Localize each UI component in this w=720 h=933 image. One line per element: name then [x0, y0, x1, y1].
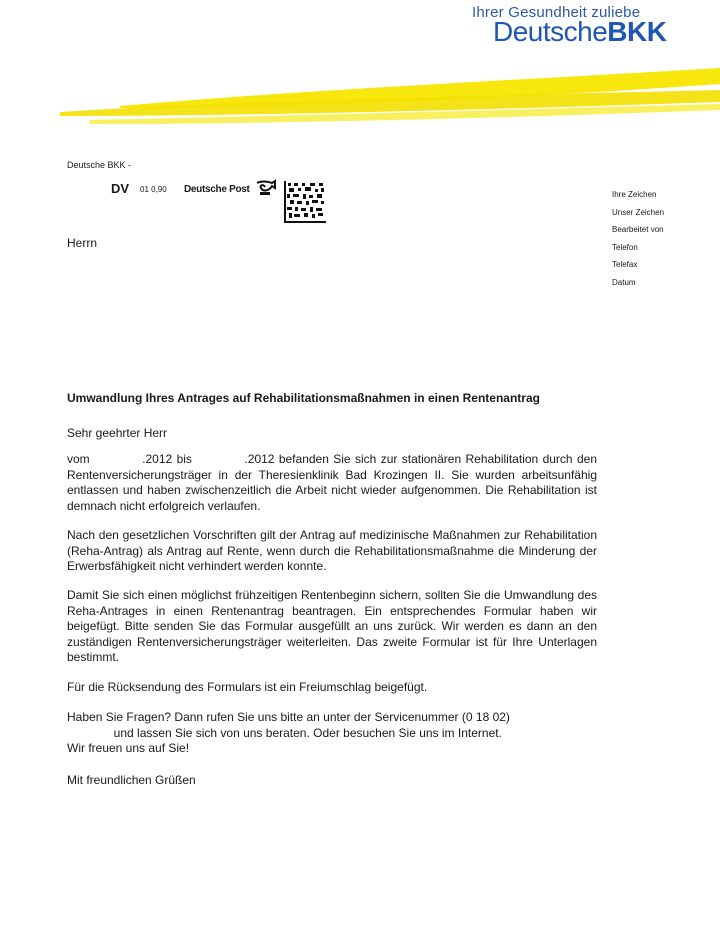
meta-field-bearbeitet-von: Bearbeitet von [612, 225, 664, 234]
yellow-swoosh-graphic [0, 50, 720, 140]
deutsche-post-label: Deutsche Post [184, 184, 250, 195]
meta-field-unser-zeichen: Unser Zeichen [612, 207, 665, 217]
letter-meta-fields [612, 186, 664, 291]
paragraph-5 [67, 710, 597, 757]
logo-brand-regular: Deutsche [493, 16, 608, 47]
paragraph-5-line-1: Haben Sie Fragen? Dann rufen Sie uns bitte an unter der Servicenummer (0 18 02) [67, 710, 510, 724]
paragraph-5-line-3: Wir freuen uns auf Sie! [67, 741, 190, 755]
paragraph-1 [67, 452, 601, 514]
meta-field-ihre-zeichen: Ihre Zeichen [612, 190, 657, 199]
postal-mark: DV [111, 181, 130, 196]
sender-line: Deutsche BKK - [67, 160, 132, 170]
paragraph-3-text: Damit Sie sich einen möglichst frühzeitigen Rentenbeginn sichern, sollten Sie die Umwandlung des Reha-Antrages in einen Rentenantrag beantragen. Ein entsprechendes Formular haben wir beigefügt. Bitte senden Sie das Formular ausgefüllt an uns zurück. Wir werden es dann an den zuständigen Rentenversicherungsträger weiterleiten. Das zweite Formular ist für Ihre Unterlagen bestimmt. [67, 588, 597, 664]
paragraph-5-line-2: und lassen Sie sich von uns beraten. Oder besuchen Sie uns im Internet. [67, 725, 502, 740]
logo-brand [493, 16, 666, 48]
paragraph-1-text: vom .2012 bis .2012 befanden Sie sich zur stationären Rehabilitation durch den Rentenversicherungsträger in der Theresienklinik Bad Krozingen II. Sie wurden arbeitsunfähig entlassen und haben zwischenzeitlich die Arbeit nicht wieder aufgenommen. Die Rehabilitation ist demnach nicht erfolgreich verlaufen. [67, 452, 601, 513]
posthorn-icon [255, 179, 277, 197]
letter-closing: Mit freundlichen Grüßen [67, 773, 196, 787]
paragraph-4 [67, 680, 597, 696]
paragraph-2 [67, 528, 597, 575]
data-matrix-code-icon [284, 181, 326, 223]
logo-tagline: Ihrer Gesundheit zuliebe [472, 4, 641, 21]
paragraph-2-text: Nach den gesetzlichen Vorschriften gilt der Antrag auf medizinische Maßnahmen zur Rehabilitation (Reha-Antrag) als Antrag auf Rente, wenn durch die Rehabilitationsmaßnahme die Minderung der Erwerbsfähigkeit nicht verhindert werden konnte. [67, 528, 597, 573]
paragraph-4-text: Für die Rücksendung des Formulars ist ein Freiumschlag beigefügt. [67, 680, 428, 694]
logo-brand-bold: BKK [607, 16, 667, 47]
meta-field-datum: Datum [612, 277, 636, 287]
letter-subject: Umwandlung Ihres Antrages auf Rehabilitationsmaßnahmen in einen Rentenantrag [67, 391, 540, 405]
meta-field-telefon: Telefon [612, 242, 638, 252]
recipient-salutation: Herrn [67, 236, 98, 250]
paragraph-3 [67, 588, 597, 666]
meta-field-telefax: Telefax [612, 260, 638, 269]
postal-code: 01 0,90 [140, 185, 167, 194]
letter-salutation: Sehr geehrter Herr [67, 426, 168, 440]
